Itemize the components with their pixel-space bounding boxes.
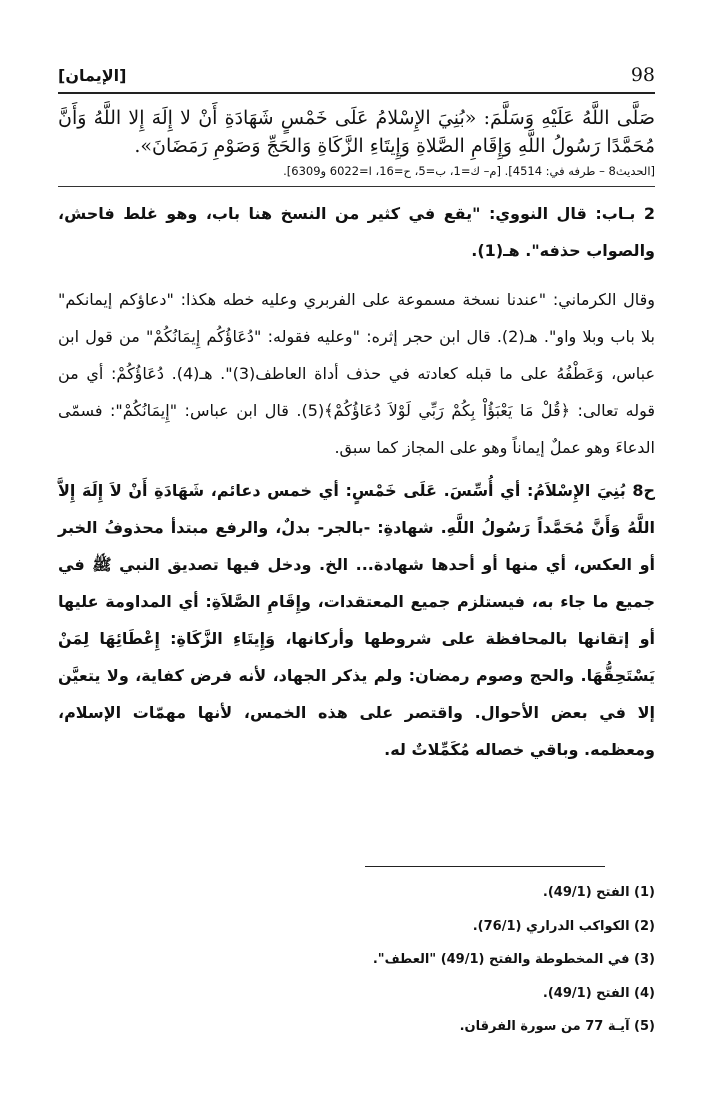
footnote-divider xyxy=(365,866,605,867)
footnote-item: (4) الفتح (49/1). xyxy=(542,985,655,1001)
footnote-item: (3) في المخطوطة والفتح (49/1) "العطف". xyxy=(372,952,655,967)
chapter-title: [الإيمان] xyxy=(58,66,127,85)
hadith-reference: [الحديث8 – طرفه في: 4514]. [م– ك=1، ب=5، ح=16، ا=6022 و6309]. xyxy=(283,164,655,178)
page-body xyxy=(58,104,655,774)
paragraph-hadith-commentary: ح8 بُنِيَ الإِسْلاَمُ: أي أُسِّسَ. عَلَى خَمْسٍ: أي خمس دعائم، شَهَادَةِ أَنْ لاَ إِلَهَ إِلاَّ اللَّهُ وَأَنَّ مُحَمَّداً رَسُولُ اللَّهِ. شهادةِ: -بالجر- بدلٌ، والرفع مبتدأ محذوفُ الخبر أو العكس، أي منها أو أحدها شهادة... الخ. ودخل فيها تصديق النبي ﷺ في جميع ما جاء به، فيستلزم جميع المعتقدات، وإِقَامِ الصَّلاَةِ: أي المداومة عليها أو إتقانها بالمحافظة على شروطها وأركانها، وَإِيتَاءِ الزَّكَاةِ: إِعْطَائِهَا لِمَنْ يَسْتَحِقُّهَا. والحج وصوم رمضان: ولم يذكر الجهاد، لأنه فرض كفاية، ولا يتعيَّن إلا في بعض الأحوال. واقتصر على هذه الخمس، لأنها مهمّات الإسلام، ومعظمه. وباقي خصاله مُكَمِّلاتٌ له. xyxy=(58,481,655,759)
page-number: 98 xyxy=(630,64,655,86)
footnote-item: (5) آيـة 77 من سورة الفرقان. xyxy=(459,1019,655,1034)
footnotes xyxy=(58,878,655,1046)
footnote-item: (1) الفتح (49/1). xyxy=(542,885,655,900)
hadith-text: صَلَّى اللَّهُ عَلَيْهِ وَسَلَّمَ: «بُنِيَ الإِسْلامُ عَلَى خَمْسٍ شَهَادَةِ أَنْ لا إِلَهَ إِلا اللَّهُ وَأَنَّ مُحَمَّدًا رَسُولُ اللَّهِ وَإِقَامِ الصَّلاةِ وَإِيتَاءِ الزَّكَاةِ وَالحَجِّ وَصَوْمِ رَمَضَانَ». xyxy=(58,107,655,157)
hadith-divider xyxy=(58,186,655,187)
paragraph-kirmani-note: وقال الكرماني: "عندنا نسخة مسموعة على الفربري وعليه خطه هكذا: "دعاؤكم إيمانكم" بلا باب وبلا واو". هـ(2). قال ابن حجر إثره: "وعليه فقوله: "دُعَاؤُكُم إِيمَانُكُمْ" من قول ابن عباس، وَعَطْفُهُ على ما قبله كعادته في حذف أداة العاطف(3)". هـ(4). دُعَاؤُكُمْ: أي من قوله تعالى: ﴿قُلْ مَا يَعْبَؤُاْ بِكُمْ رَبِّي لَوْلاَ دُعَاؤُكُمْ﴾(5). قال ابن عباس: "إِيمَانُكُمْ": فسمّى الدعاءَ وهو عملٌ إيماناً وهو على المجاز كما سبق. xyxy=(58,290,656,457)
paragraph-bab-note: 2 بـاب: قال النووي: "يقع في كثير من النسخ هنا باب، وهو غلط فاحش، والصواب حذفه". هـ(1). xyxy=(58,204,655,260)
page-header xyxy=(58,64,655,94)
footnote-item: (2) الكواكب الدراري (76/1). xyxy=(472,918,655,934)
